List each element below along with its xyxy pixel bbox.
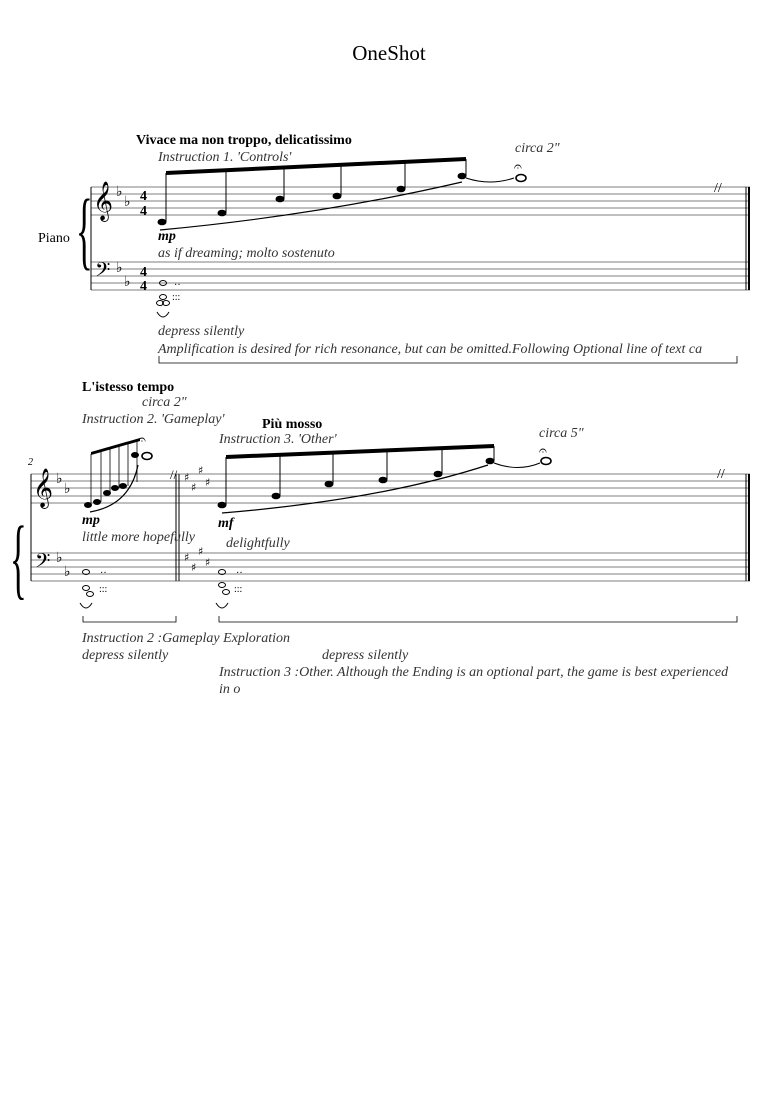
score-title: OneShot [352,41,426,65]
svg-text:♯: ♯ [191,561,197,574]
duration-text: circa 5" [539,426,584,441]
expression-text: little more hopefully [82,530,196,545]
dynamic-marking: mp [158,229,176,244]
bracket-line [159,356,737,363]
expression-text: as if dreaming; molto sostenuto [158,246,335,261]
time-sig-top: 4 [140,265,147,280]
svg-text:··: ·· [100,568,107,579]
instruction-text: Instruction 1. 'Controls' [158,150,292,165]
flat-icon: ♭ [124,194,131,210]
tempo-marking: Vivace ma non troppo, delicatissimo [136,133,352,148]
note-head [397,186,406,193]
svg-text:··: ·· [236,568,243,579]
fermata-icon: 𝄐 [514,159,522,175]
flat-icon: ♭ [56,550,63,566]
fermata-icon: 𝄐 [138,432,146,448]
caesura-icon: // [714,181,722,196]
whole-note [142,453,152,460]
duration-text: circa 2" [142,395,187,410]
instruction-text: Instruction 3. 'Other' [219,432,337,447]
footnote-text: Instruction 2 :Gameplay Exploration [82,631,291,646]
treble-clef-icon: 𝄞 [33,468,54,508]
svg-text:♯: ♯ [205,556,211,569]
system-2 [10,380,750,663]
pedal-text: depress silently [158,324,245,339]
bass-staff [31,553,750,581]
time-sig-bottom: 4 [140,204,147,219]
bass-clef-icon: 𝄢 [35,549,51,577]
caesura-icon: // [170,467,178,482]
footnote-text: Amplification is desired for rich resonance, but can be omitted.Following Optional line of text ca [158,342,703,357]
flat-icon: ♭ [116,260,123,276]
instrument-label: Piano [38,231,70,246]
key-signature-sharps [184,464,210,574]
svg-text:♯: ♯ [184,551,190,564]
treble-clef-icon: 𝄞 [93,181,114,221]
bass-clef-icon: 𝄢 [95,258,111,286]
tie [466,178,514,182]
note-head [333,193,342,200]
flat-icon: ♭ [124,274,131,290]
brace: { [75,183,93,279]
bass-chord [157,281,170,318]
bass-staff [91,262,750,290]
note-head [458,173,467,180]
instruction-text: Instruction 2. 'Gameplay' [82,412,225,427]
measure-number: 2 [28,457,33,468]
tempo-marking: Più mosso [262,417,323,432]
expression-text: delightfully [226,536,290,551]
slur [160,182,462,230]
flat-icon: ♭ [64,481,71,497]
tempo-marking: L'istesso tempo [82,380,175,395]
brace: { [9,507,27,608]
svg-text::::: ::: [234,584,243,595]
svg-text:♯: ♯ [198,545,204,558]
dynamic-marking: mp [82,513,100,528]
bracket-line [219,616,737,622]
whole-note [516,175,526,182]
dynamic-marking: mf [218,516,234,531]
dots: ·· [174,280,181,291]
time-sig-top: 4 [140,189,147,204]
note-head [218,210,227,217]
caesura-icon: // [717,467,725,482]
treble-staff [31,474,750,503]
flat-icon: ♭ [116,184,123,200]
pedal-text: depress silently [82,648,169,663]
svg-text::::: ::: [99,584,108,595]
grace-run [84,432,152,512]
system-1 [38,133,750,363]
duration-text: circa 2" [515,141,560,156]
flat-icon: ♭ [64,564,71,580]
note-run [158,157,722,230]
svg-text:♯: ♯ [205,476,211,489]
footnote-text: Instruction 3 :Other. Although the Ending is an optional part, the game is best experienced in o [219,665,729,697]
flat-icon: ♭ [56,471,63,487]
dots: ::: [172,292,181,303]
bracket-line [83,616,176,622]
fermata-icon: 𝄐 [539,443,547,459]
svg-text:♯: ♯ [184,471,190,484]
note-head [158,219,167,226]
note-head [276,196,285,203]
svg-text:♯: ♯ [198,464,204,477]
time-sig-bottom: 4 [140,279,147,294]
note-run [218,443,725,513]
pedal-text: depress silently [322,648,409,663]
svg-text:♯: ♯ [191,481,197,494]
